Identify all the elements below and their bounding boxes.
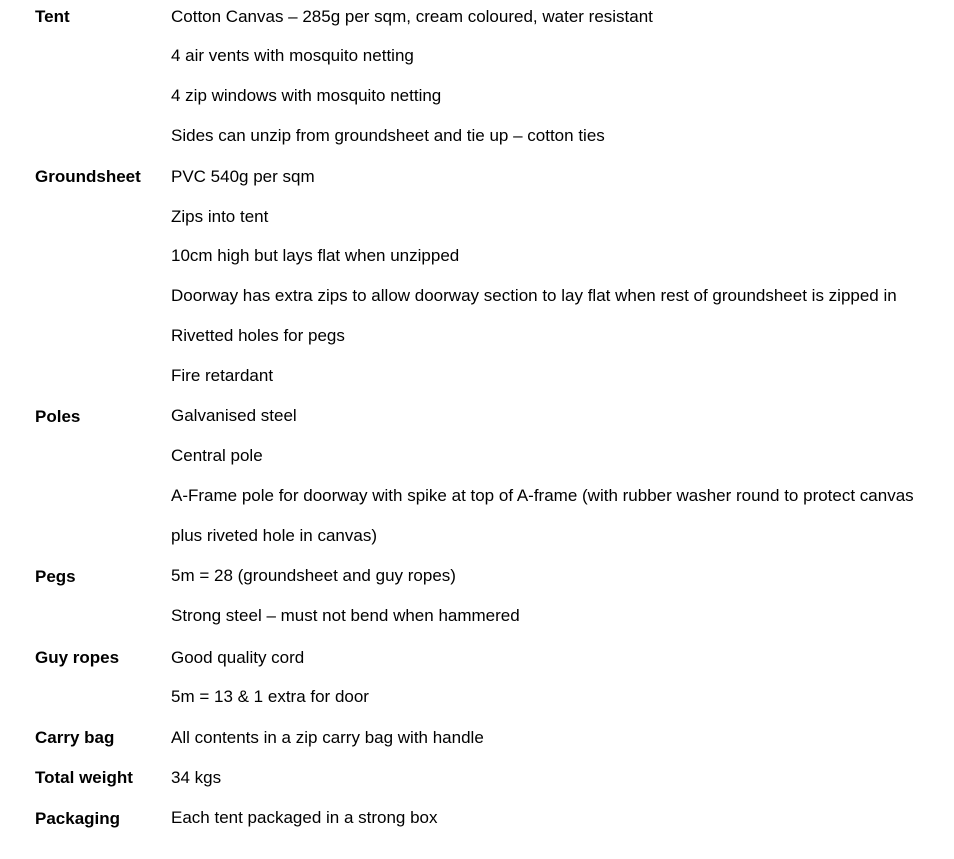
spec-value-poles-line: Galvanised steel (171, 406, 297, 425)
spec-value-tent-line: 4 air vents with mosquito netting (171, 46, 414, 65)
spec-value-packaging-line: Each tent packaged in a strong box (171, 808, 438, 827)
spec-label-total-weight: Total weight (35, 768, 133, 787)
spec-label-packaging: Packaging (35, 809, 121, 828)
spec-label-tent: Tent (35, 7, 70, 26)
spec-value-groundsheet-line: PVC 540g per sqm (171, 167, 315, 186)
spec-value-guy-ropes-line: 5m = 13 & 1 extra for door (171, 687, 369, 706)
spec-value-groundsheet-line: Doorway has extra zips to allow doorway section to lay flat when rest of groundsheet is zipped in (171, 286, 897, 305)
spec-value-tent-line: 4 zip windows with mosquito netting (171, 86, 442, 105)
spec-value-tent-line: Cotton Canvas – 285g per sqm, cream coloured, water resistant (171, 7, 653, 26)
spec-label-poles: Poles (35, 407, 81, 426)
spec-label-pegs: Pegs (35, 567, 76, 586)
spec-value-groundsheet-line: 10cm high but lays flat when unzipped (171, 246, 460, 265)
spec-value-pegs-line: Strong steel – must not bend when hammered (171, 606, 520, 625)
spec-label-guy-ropes: Guy ropes (35, 648, 120, 667)
spec-value-poles-line: A-Frame pole for doorway with spike at top of A-frame (with rubber washer round to protect canvas (171, 486, 914, 505)
spec-value-poles-line: Central pole (171, 446, 263, 465)
spec-value-pegs-line: 5m = 28 (groundsheet and guy ropes) (171, 566, 456, 585)
spec-label-carry-bag: Carry bag (35, 728, 115, 747)
spec-value-groundsheet-line: Rivetted holes for pegs (171, 326, 345, 345)
spec-value-carry-bag-line: All contents in a zip carry bag with handle (171, 728, 484, 747)
spec-value-poles-line: plus riveted hole in canvas) (171, 526, 378, 545)
spec-value-tent-line: Sides can unzip from groundsheet and tie up – cotton ties (171, 126, 605, 145)
spec-label-groundsheet: Groundsheet (35, 167, 141, 186)
spec-value-groundsheet-line: Fire retardant (171, 366, 274, 385)
spec-value-total-weight-line: 34 kgs (171, 768, 222, 787)
spec-value-guy-ropes-line: Good quality cord (171, 648, 305, 667)
spec-value-groundsheet-line: Zips into tent (171, 207, 269, 226)
